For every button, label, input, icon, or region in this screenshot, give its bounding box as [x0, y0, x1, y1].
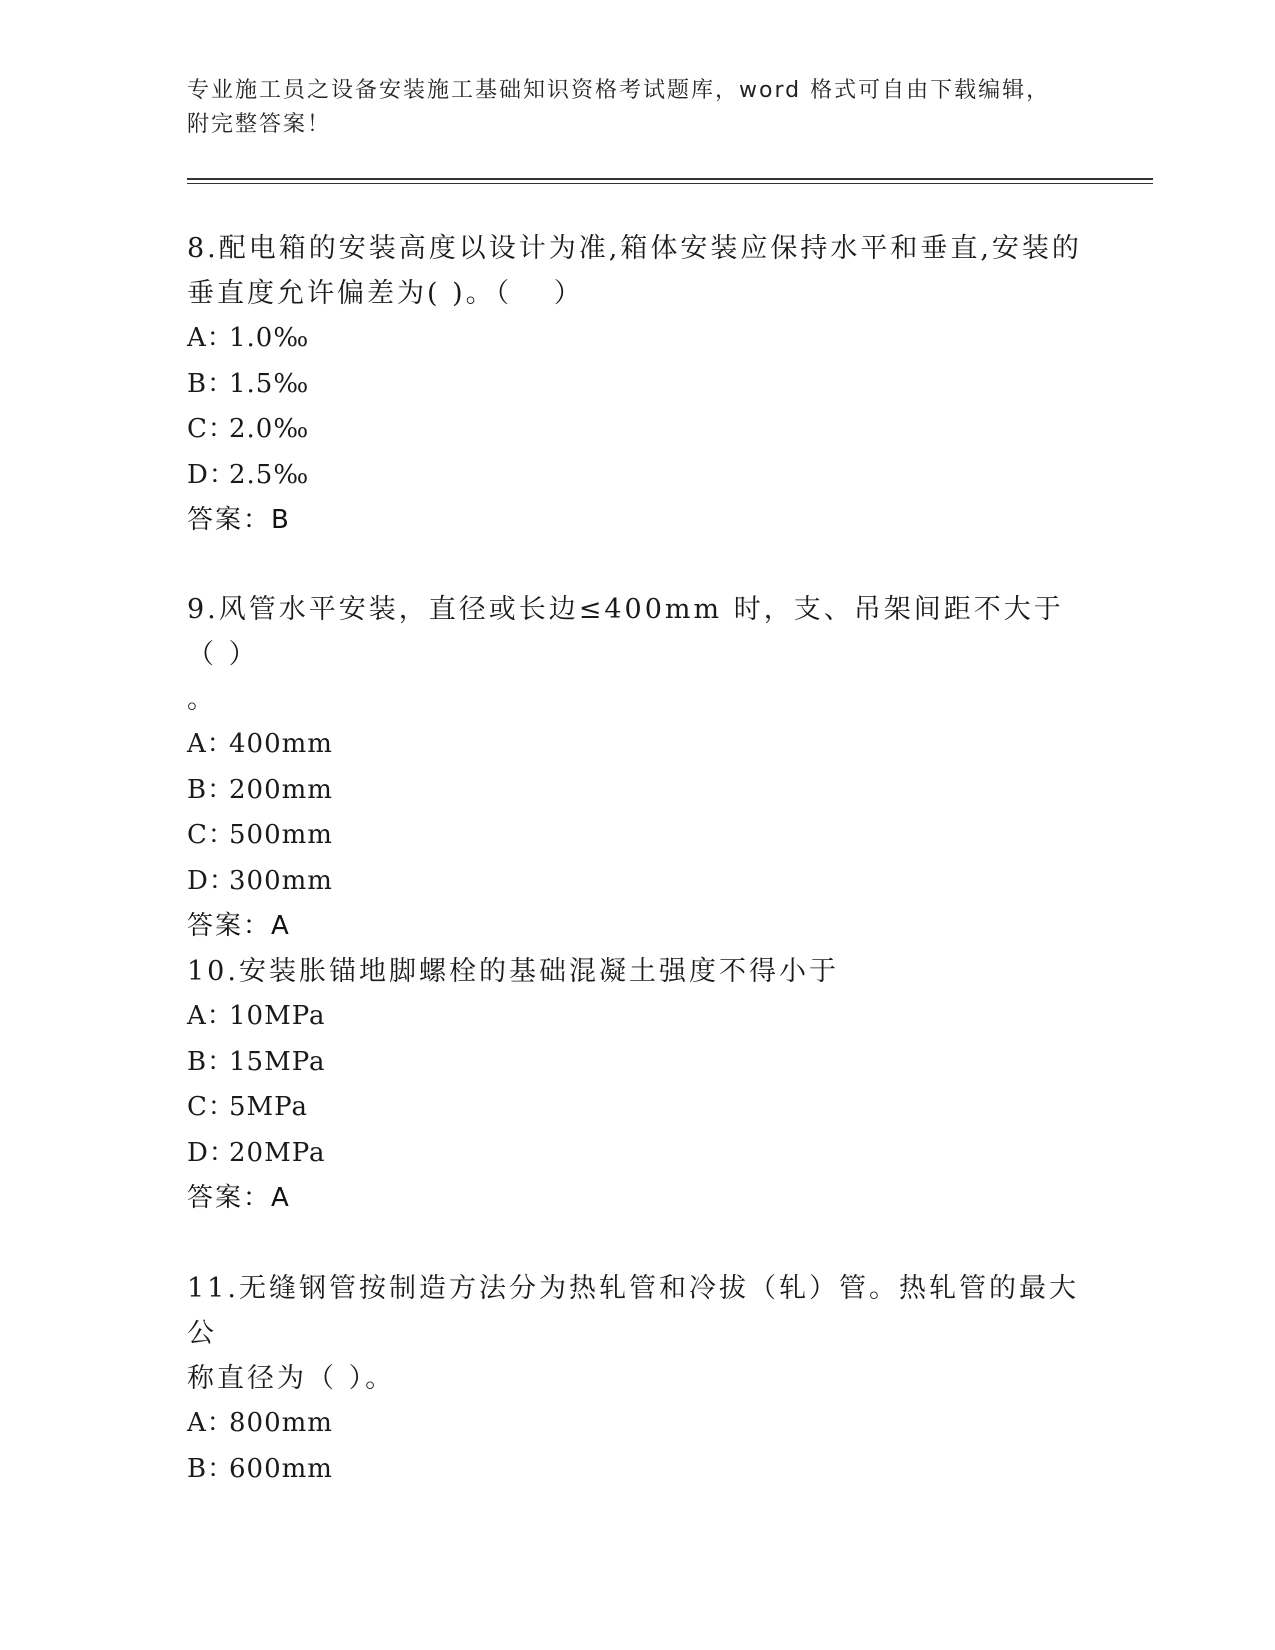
option-d: [187, 453, 1087, 499]
option-c: [187, 813, 1087, 859]
option-value: 600mm: [229, 1453, 333, 1484]
option-value: 300mm: [229, 865, 333, 896]
header-line-2: 附完整答案！: [187, 112, 332, 137]
option-value: 400mm: [229, 729, 333, 759]
question-11: [187, 1266, 1087, 1492]
question-text-line: 。: [187, 684, 217, 715]
document-header: [187, 74, 1067, 142]
option-letter: C：: [187, 414, 235, 444]
header-divider-thick: [187, 178, 1153, 180]
option-a: [187, 1401, 1087, 1447]
option-a: [187, 994, 1087, 1040]
option-value: 5MPa: [229, 1092, 308, 1122]
option-b: [187, 1040, 1087, 1086]
question-text-line: 8.配电箱的安装高度以设计为准,箱体安装应保持水平和垂直,安装的: [187, 233, 1082, 264]
option-c: [187, 1085, 1087, 1131]
question-text-line: 9.风管水平安装，直径或长边≤400mm 时，支、吊架间距不大于（ ）: [187, 594, 1064, 670]
answer-line: 答案：B: [187, 505, 291, 535]
answer-line: 答案：A: [187, 1183, 291, 1213]
option-a: [187, 722, 1087, 768]
option-letter: B：: [187, 1046, 235, 1077]
option-value: 10MPa: [229, 1001, 326, 1031]
question-10: [187, 949, 1087, 1221]
answer-line: 答案：A: [187, 911, 291, 941]
option-d: [187, 859, 1087, 905]
option-value: 200mm: [229, 774, 333, 805]
question-8: [187, 226, 1087, 543]
option-value: 2.5‰: [229, 459, 310, 490]
header-divider-thin: [187, 183, 1153, 184]
option-a: [187, 316, 1087, 362]
option-c: [187, 407, 1087, 453]
option-value: 15MPa: [229, 1046, 326, 1077]
option-letter: C：: [187, 1092, 235, 1122]
option-b: [187, 362, 1087, 408]
option-letter: A：: [187, 729, 234, 759]
header-line-1: 专业施工员之设备安装施工基础知识资格考试题库，word 格式可自由下载编辑，: [187, 78, 1051, 103]
option-letter: B：: [187, 774, 235, 805]
option-letter: A：: [187, 323, 234, 353]
option-letter: A：: [187, 1408, 234, 1438]
option-letter: B：: [187, 368, 235, 399]
option-d: [187, 1131, 1087, 1177]
option-value: 20MPa: [229, 1137, 326, 1168]
option-value: 1.0‰: [229, 323, 310, 353]
option-b: [187, 1447, 1087, 1493]
option-b: [187, 768, 1087, 814]
option-letter: B：: [187, 1453, 235, 1484]
question-text-line: 10.安装胀锚地脚螺栓的基础混凝土强度不得小于: [187, 956, 839, 987]
option-value: 800mm: [229, 1408, 333, 1438]
option-letter: D：: [187, 1137, 236, 1168]
option-value: 1.5‰: [229, 368, 310, 399]
question-text-line: 垂直度允许偏差为( )。（ ）: [187, 278, 584, 309]
question-text-line: 称直径为（ ）。: [187, 1363, 396, 1394]
option-value: 2.0‰: [229, 414, 310, 444]
option-letter: D：: [187, 459, 236, 490]
question-9: [187, 587, 1087, 949]
question-text-line: 11.无缝钢管按制造方法分为热轧管和冷拔（轧）管。热轧管的最大公: [187, 1273, 1079, 1349]
option-letter: A：: [187, 1001, 234, 1031]
option-letter: C：: [187, 820, 235, 850]
option-letter: D：: [187, 865, 236, 896]
option-value: 500mm: [229, 820, 333, 850]
